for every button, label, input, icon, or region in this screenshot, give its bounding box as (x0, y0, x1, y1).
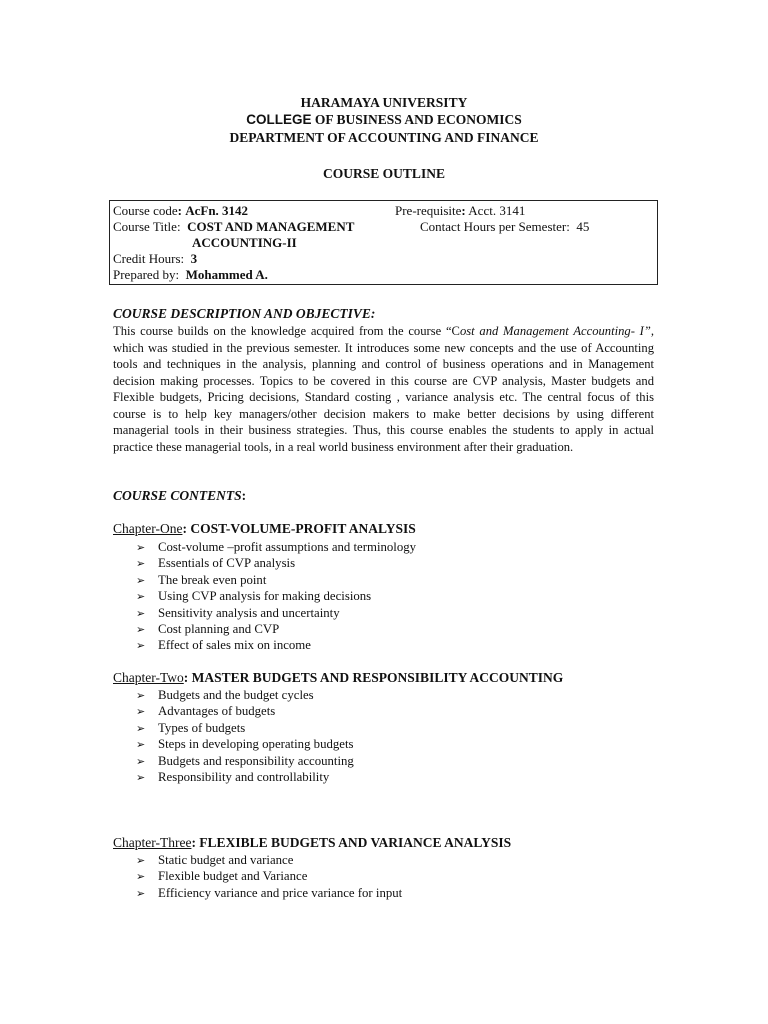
list-item: ➢ Static budget and variance (136, 852, 402, 868)
list-item: ➢ The break even point (136, 572, 416, 588)
description-text-start: This course builds on the knowledge acquired from the course “C (113, 324, 460, 338)
contact-hours-value: 45 (576, 219, 590, 234)
arrow-bullet-icon: ➢ (136, 886, 146, 900)
credit-hours-value: 3 (190, 251, 198, 266)
course-title-row: Course Title: COST AND MANAGEMENT (113, 219, 355, 234)
list-item: ➢ Types of budgets (136, 720, 354, 736)
contents-heading-colon: : (241, 488, 247, 503)
chapter-three-name: : FLEXIBLE BUDGETS AND VARIANCE ANALYSIS (191, 835, 512, 850)
list-item: ➢ Using CVP analysis for making decisions (136, 588, 416, 604)
arrow-bullet-icon: ➢ (136, 541, 146, 554)
arrow-bullet-icon: ➢ (136, 754, 146, 768)
contents-heading (113, 488, 246, 504)
arrow-bullet-icon: ➢ (136, 606, 146, 620)
prerequisite-row: Pre-requisite: Acct. 3141 (395, 203, 526, 218)
description-text (113, 323, 654, 455)
arrow-bullet-icon: ➢ (136, 573, 146, 587)
list-item: ➢ Flexible budget and Variance (136, 868, 402, 884)
description-heading: COURSE DESCRIPTION AND OBJECTIVE: (113, 306, 376, 321)
university-name: HARAMAYA UNIVERSITY (300, 95, 468, 110)
course-title-value-line1: COST AND MANAGEMENT (187, 219, 355, 234)
list-item: ➢ Steps in developing operating budgets (136, 736, 354, 752)
arrow-bullet-icon: ➢ (136, 557, 146, 571)
department-name: DEPARTMENT OF ACCOUNTING AND FINANCE (229, 130, 539, 145)
arrow-bullet-icon: ➢ (136, 689, 146, 702)
arrow-bullet-icon: ➢ (136, 590, 146, 604)
page-title: COURSE OUTLINE (323, 166, 445, 181)
credit-hours-label: Credit Hours (113, 251, 181, 266)
list-item: ➢ Responsibility and controllability (136, 769, 354, 785)
course-code-row: Course code: AcFn. 3142 (113, 203, 249, 218)
arrow-bullet-icon: ➢ (136, 870, 146, 884)
prepared-by-row: Prepared by: Mohammed A. (113, 267, 268, 282)
chapter-two-name: : MASTER BUDGETS AND RESPONSIBILITY ACCOUNTING (183, 670, 564, 685)
arrow-bullet-icon: ➢ (136, 622, 146, 636)
arrow-bullet-icon: ➢ (136, 738, 146, 752)
prerequisite-label: Pre-requisite (395, 203, 462, 218)
list-item: ➢ Essentials of CVP analysis (136, 555, 416, 571)
list-item: ➢ Budgets and responsibility accounting (136, 753, 354, 769)
description-text-rest: which was studied in the previous semester. It introduces some new concepts and the use of Accounting tools and techniques in the analysis, planning and control of business operations and in Management decision making processes. Topics to be covered in this course are CVP analysis, Master budgets and Flexible budgets, Pricing decisions, Standard costing , variance analysis etc. The central focus of this course is to help key managers/other decision makers to make better decisions by using different managerial tools in their business strategies. Thus, this course enables the students to apply in actual practice these managerial tools, in a real world business environment after their graduation. (113, 340, 654, 454)
list-item: ➢ Advantages of budgets (136, 703, 354, 719)
course-title-value-line2: ACCOUNTING-II (192, 235, 297, 250)
chapter-one-label: Chapter-One (113, 521, 183, 536)
list-item: ➢ Effect of sales mix on income (136, 637, 416, 653)
credit-hours-row: Credit Hours: 3 (113, 251, 198, 266)
chapter-one-title (113, 521, 416, 537)
arrow-bullet-icon: ➢ (136, 705, 146, 719)
list-item: ➢ Sensitivity analysis and uncertainty (136, 605, 416, 621)
arrow-bullet-icon: ➢ (136, 854, 146, 867)
college-name (0, 112, 768, 128)
arrow-bullet-icon: ➢ (136, 770, 146, 784)
contact-hours-row (420, 219, 589, 235)
arrow-bullet-icon: ➢ (136, 721, 146, 735)
contact-hours-label: Contact Hours per Semester: (420, 219, 570, 234)
prepared-by-label: Prepared by (113, 267, 176, 282)
chapter-three-list (136, 852, 402, 901)
chapter-two-label: Chapter-Two (113, 670, 184, 685)
arrow-bullet-icon: ➢ (136, 639, 146, 653)
list-item: ➢ Cost-volume –profit assumptions and terminology (136, 539, 416, 555)
prerequisite-value: Acct. 3141 (465, 203, 526, 218)
chapter-three-title (113, 835, 511, 851)
list-item: ➢ Efficiency variance and price variance for input (136, 885, 402, 901)
chapter-one-list (136, 539, 416, 654)
course-code-label: Course code (113, 203, 178, 218)
list-item: ➢ Cost planning and CVP (136, 621, 416, 637)
chapter-three-label: Chapter-Three (113, 835, 192, 850)
description-text-italic: ost and Management Accounting- I”, (459, 324, 654, 338)
chapter-two-title (113, 670, 563, 686)
course-title-label: Course Title (113, 219, 177, 234)
contents-heading-text: COURSE CONTENTS (113, 488, 242, 503)
chapter-one-name: : COST-VOLUME-PROFIT ANALYSIS (182, 521, 416, 536)
chapter-two-list (136, 687, 354, 785)
college-prefix: COLLEGE (246, 112, 312, 127)
college-rest: OF BUSINESS AND ECONOMICS (311, 112, 522, 127)
course-code-value: AcFn. 3142 (185, 203, 249, 218)
list-item: ➢ Budgets and the budget cycles (136, 687, 354, 703)
prepared-by-value: Mohammed A. (185, 267, 268, 282)
